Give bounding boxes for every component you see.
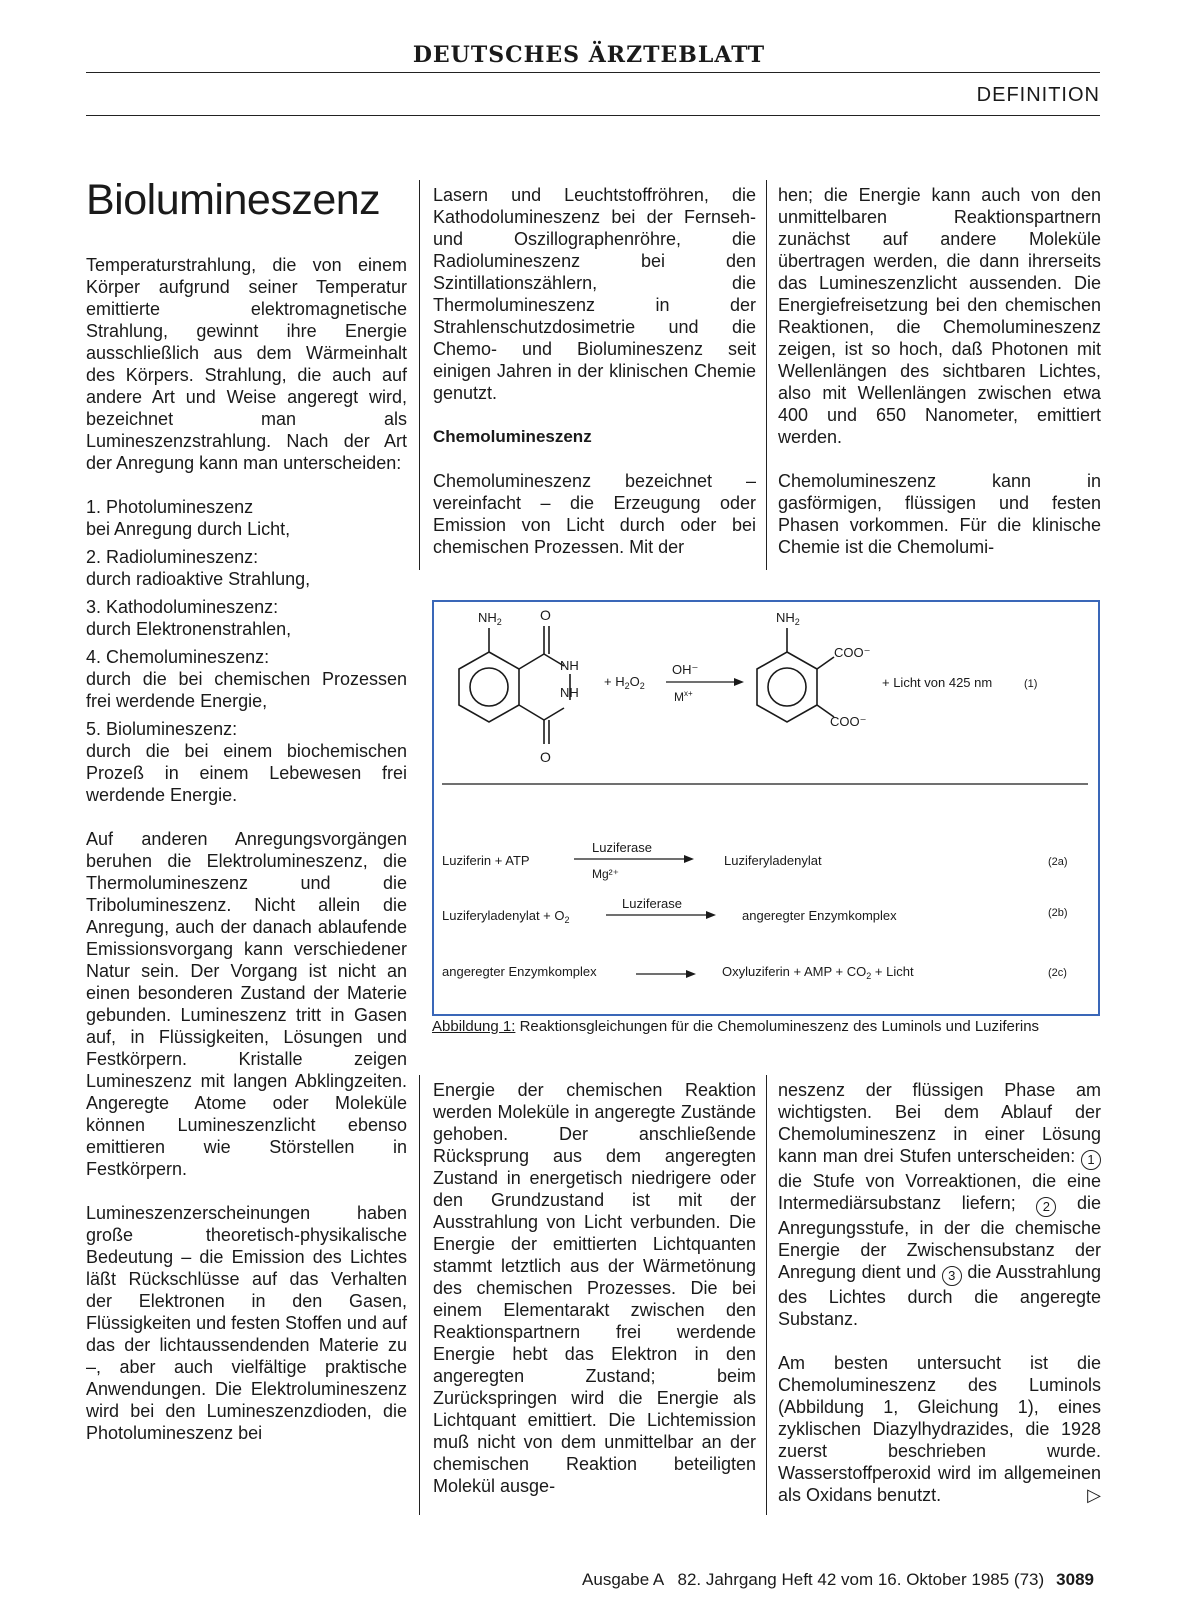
paragraph: neszenz der flüssigen Phase am wichtigsten. Bei dem Ablauf der Chemolumineszenz in einer Lösung kann man drei Stufen unterscheiden: 1 die Stufe von Vorreaktionen, die eine Intermediärsubstanz liefern; 2 die Anregungsstufe, in der die chemische Energie der Zwischensubstanz der Anregung dient und 3 die Ausstrahlung des Lichtes durch die angeregte Substanz. xyxy=(778,1080,1101,1329)
reagent-under: $M^{x+}$ xyxy=(674,689,693,704)
paragraph: Chemolumineszenz bezeichnet – vereinfacht – die Erzeugung oder Emission von Licht durch oder bei chemischen Prozessen. Mit der xyxy=(433,471,756,557)
figure-reaction-equations xyxy=(432,600,1100,1016)
equation-number: (2b) xyxy=(1048,907,1068,919)
column-2-lower xyxy=(433,1079,756,1497)
nh2-label: $NH_2$ xyxy=(478,610,502,627)
page-footer xyxy=(0,1570,1094,1590)
aminophthalate-structure xyxy=(757,628,834,722)
paragraph: Lasern und Leuchtstoffröhren, die Kathodolumineszenz bei der Fernseh- und Oszillographenröhre, die Radiolumineszenz bei den Szintillationszählern, die Thermolumineszenz in der Strahlenschutzdosimetrie und die Chemo- und Biolumineszenz seit einigen Jahren in der klinischen Chemie genutzt. xyxy=(433,185,756,403)
paragraph: Lumineszenzerscheinungen haben große theoretisch-physikalische Bedeutung – die Emission des Lichtes läßt Rückschlüsse auf das Verhalten der Elektronen in den Gasen, Flüssigkeiten und festen Stoffen und auf das der lichtaussendenden Materie zu –, aber auch vielfältige praktische Anwendungen. Die Elektrolumineszenz wird bei den Lumineszenzdioden, die Photolumineszenz bei xyxy=(86,1203,407,1443)
equation-number: (2c) xyxy=(1048,967,1067,979)
paragraph: Am besten untersucht ist die Chemolumineszenz des Luminols (Abbildung 1, Gleichung 1), eines zyklischen Diazylhydrazides, die 1928 zuerst beschrieben wurde. Wasserstoffperoxid wird im allgemeinen als Oxidans benutzt. ▷ xyxy=(778,1353,1101,1505)
article-title: Biolumineszenz xyxy=(86,176,381,224)
list-item: 3. Kathodolumineszenz: durch Elektronenstrahlen, xyxy=(86,597,292,639)
circled-number-2: 2 xyxy=(1036,1197,1056,1217)
paragraph: hen; die Energie kann auch von den unmittelbaren Reaktionspartnern zunächst auf andere Moleküle übertragen werden, die dann ihrerseits das Lumineszenzlicht aussenden. Die Energiefreisetzung bei den chemischen Reaktionen, die Chemolumineszenz zeigen, ist so hoch, daß Photonen mit Wellenlängen des sichtbaren Lichtes, also mit Wellenlängen zwischen etwa 400 und 650 Nanometer, emittiert werden. xyxy=(778,185,1101,447)
equation-left: Luziferyladenylat + $O_2$ xyxy=(442,908,570,925)
column-divider xyxy=(766,1075,767,1515)
section-rule xyxy=(86,115,1100,116)
nh2-label: $NH_2$ xyxy=(776,610,800,627)
page-number: 3089 xyxy=(1056,1570,1094,1589)
product-text: + Licht von 425 nm xyxy=(882,675,993,690)
equation-right: Oxyluziferin + AMP + $CO_2$ + Licht xyxy=(722,964,914,981)
cofactor-label: Mg²⁺ xyxy=(592,867,619,881)
equation-right: Luziferyladenylat xyxy=(724,853,822,868)
arrow-head xyxy=(684,855,694,863)
section-label: DEFINITION xyxy=(976,84,1100,106)
column-divider xyxy=(419,180,420,570)
list-item: 1. Photolumineszenz bei Anregung durch Licht, xyxy=(86,497,291,539)
equation-left: Luziferin + ATP xyxy=(442,853,530,868)
column-2 xyxy=(433,184,756,558)
reagent-over: OH⁻ xyxy=(672,662,699,677)
paragraph: Energie der chemischen Reaktion werden Moleküle in angeregte Zustände gehoben. Der anschließende Rücksprung aus dem angeregten Zustand in energetisch niedrigere oder den Grundzustand ist mit der Ausstrahlung von Licht verbunden. Die Energie der emittierten Lichtquanten stammt letztlich aus der Wärmetönung des chemischen Prozesses. Die bei einem Elementarakt zwischen den Reaktionspartnern frei werdende Energie hebt das Elektron in den angeregten Zustand; beim Zurückspringen wird die Energie als Lichtquant emittiert. Die Lichtemission muß nicht von dem unmittelbar an der chemischen Reaktion beteiligten Molekül ausge- xyxy=(433,1080,756,1496)
equation-right: angeregter Enzymkomplex xyxy=(742,908,897,923)
arrow-head xyxy=(734,678,744,686)
luminescence-list xyxy=(86,496,407,806)
issue-info: Ausgabe A 82. Jahrgang Heft 42 vom 16. Oktober 1985 (73) xyxy=(582,1570,1045,1589)
nh-label: NH xyxy=(560,658,579,673)
paragraph: Chemolumineszenz kann in gasförmigen, flüssigen und festen Phasen vorkommen. Für die klinische Chemie ist die Chemolumi- xyxy=(778,471,1101,557)
luminol-structure xyxy=(459,626,570,744)
intro-paragraph: Temperaturstrahlung, die von einem Körper aufgrund seiner Temperatur emittierte elektromagnetische Strahlung, gewinnt ihre Energie ausschließlich aus dem Wärmeinhalt des Körpers. Strahlung, die auch auf andere Art und Weise angeregt wird, bezeichnet man als Lumineszenzstrahlung. Nach der Art der Anregung kann man unterscheiden: xyxy=(86,255,407,473)
carboxylate-label: COO⁻ xyxy=(830,714,867,729)
carboxylate-label: COO⁻ xyxy=(834,645,871,660)
oxygen-label: O xyxy=(540,607,551,623)
enzyme-label: Luziferase xyxy=(592,840,652,855)
continue-arrow-icon: ▷ xyxy=(1087,1485,1101,1505)
column-1 xyxy=(86,254,407,1444)
caption-label: Abbildung 1: xyxy=(432,1018,516,1035)
nh-label: NH xyxy=(560,685,579,700)
enzyme-label: Luziferase xyxy=(622,896,682,911)
column-divider xyxy=(766,180,767,570)
column-3 xyxy=(778,184,1101,558)
oxygen-label: O xyxy=(540,749,551,765)
figure-svg xyxy=(434,602,1098,1014)
arrow-head xyxy=(686,970,696,978)
hydrogen-peroxide-label: + $H_2O_2$ xyxy=(604,674,645,691)
equation-number: (1) xyxy=(1024,678,1038,690)
list-item: 2. Radiolumineszenz: durch radioaktive Strahlung, xyxy=(86,547,311,589)
column-3-lower xyxy=(778,1079,1101,1506)
circled-number-3: 3 xyxy=(942,1266,962,1286)
section-heading: Chemolumineszenz xyxy=(433,427,592,446)
arrow-head xyxy=(706,911,716,919)
list-item: 5. Biolumineszenz: durch die bei einem biochemischen Prozeß in einem Lebewesen frei werdende Energie. xyxy=(86,719,407,805)
list-item: 4. Chemolumineszenz: durch die bei chemischen Prozessen frei werdende Energie, xyxy=(86,647,407,711)
caption-text: Reaktionsgleichungen für die Chemolumineszenz des Luminols und Luziferins xyxy=(515,1018,1040,1035)
equation-left: angeregter Enzymkomplex xyxy=(442,964,597,979)
masthead-rule xyxy=(86,72,1100,73)
circled-number-1: 1 xyxy=(1081,1150,1101,1170)
masthead: DEUTSCHES ÄRZTEBLATT xyxy=(412,42,766,68)
equation-number: (2a) xyxy=(1048,856,1068,868)
column-divider xyxy=(419,1075,420,1515)
figure-caption xyxy=(432,1018,1102,1036)
paragraph: Auf anderen Anregungsvorgängen beruhen die Elektrolumineszenz, die Thermolumineszenz und die Tribolumineszenz. Nicht allein die Anregung, auch der danach ablaufende Emissionsvorgang kann verschiedener Natur sein. Der Vorgang ist nicht an einen besonderen Zustand der Materie gebunden. Lumineszenz tritt in Gasen auf, in Flüssigkeiten, Lösungen und Festkörpern. Kristalle zeigen Lumineszenz mit langen Abklingzeiten. Angeregte Atome oder Moleküle können Lumineszenzlicht ebenso emittieren wie Störstellen in Festkörpern. xyxy=(86,829,407,1179)
